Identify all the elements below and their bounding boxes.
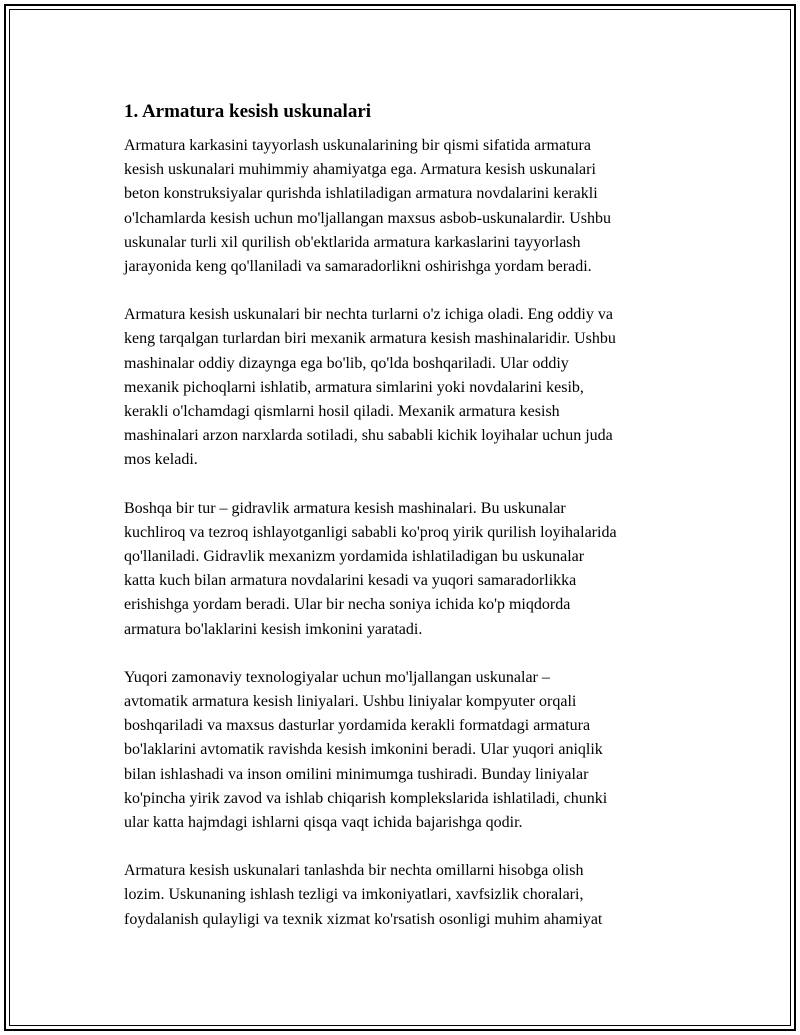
- text-line: Boshqa bir tur – gidravlik armatura kesish mashinalari. Bu uskunalar: [124, 499, 566, 517]
- text-line: beton konstruksiyalar qurishda ishlatiladigan armatura novdalarini kerakli: [124, 185, 598, 203]
- text-line: avtomatik armatura kesish liniyalari. Ushbu liniyalar kompyuter orqali: [124, 693, 577, 711]
- text-line: Armatura kesish uskunalari tanlashda bir nechta omillarni hisobga olish: [124, 862, 584, 880]
- text-line: ular katta hajmdagi ishlarni qisqa vaqt ichida bajarishga qodir.: [124, 814, 523, 832]
- text-line: mashinalari arzon narxlarda sotiladi, shu sababli kichik loyihalar uchun juda: [124, 427, 613, 445]
- document-body: [124, 98, 699, 956]
- text-line: Armatura karkasini tayyorlash uskunalarining bir qismi sifatida armatura: [124, 137, 591, 154]
- paragraph-3: [124, 497, 699, 642]
- text-line: keng tarqalgan turlardan biri mexanik armatura kesish mashinalaridir. Ushbu: [124, 330, 616, 348]
- text-line: erishishga yordam beradi. Ular bir necha soniya ichida ko'p miqdorda: [124, 596, 571, 614]
- page-border: [4, 4, 796, 1031]
- text-line: kerakli o'lchamdagi qismlarni hosil qiladi. Mexanik armatura kesish: [124, 403, 560, 421]
- text-line: mos keladi.: [124, 451, 198, 469]
- text-line: Yuqori zamonaviy texnologiyalar uchun mo'ljallangan uskunalar –: [124, 668, 550, 686]
- text-line: mexanik pichoqlarni ishlatib, armatura simlarini yoki novdalarini kesib,: [124, 378, 584, 396]
- paragraph-1: [124, 134, 699, 279]
- text-line: armatura bo'laklarini kesish imkonini yaratadi.: [124, 620, 423, 638]
- text-line: lozim. Uskunaning ishlash tezligi va imkoniyatlari, xavfsizlik choralari,: [124, 886, 584, 904]
- text-line: uskunalar turli xil qurilish ob'ektlarida armatura karkaslarini tayyorlash: [124, 233, 581, 251]
- text-line: qo'llaniladi. Gidravlik mexanizm yordamida ishlatiladigan bu uskunalar: [124, 548, 585, 566]
- text-line: ko'pincha yirik zavod va ishlab chiqarish komplekslarida ishlatiladi, chunki: [124, 789, 608, 807]
- paragraph-5: [124, 859, 699, 932]
- paragraph-4: [124, 666, 699, 835]
- text-line: mashinalar oddiy dizaynga ega bo'lib, qo'lda boshqariladi. Ular oddiy: [124, 354, 569, 372]
- text-line: bilan ishlashadi va inson omilini minimumga tushiradi. Bunday liniyalar: [124, 765, 589, 783]
- text-line: foydalanish qulayligi va texnik xizmat ko'rsatish osonligi muhim ahamiyat: [124, 910, 603, 928]
- text-line: boshqariladi va maxsus dasturlar yordamida kerakli formatdagi armatura: [124, 717, 591, 735]
- paragraph-2: [124, 303, 699, 472]
- text-line: katta kuch bilan armatura novdalarini kesadi va yuqori samaradorlikka: [124, 572, 577, 590]
- text-line: Armatura kesish uskunalari bir nechta turlarni o'z ichiga oladi. Eng oddiy va: [124, 306, 613, 324]
- text-line: jarayonida keng qo'llaniladi va samaradorlikni oshirishga yordam beradi.: [124, 258, 592, 276]
- text-line: bo'laklarini avtomatik ravishda kesish imkonini beradi. Ular yuqori aniqlik: [124, 741, 603, 759]
- text-line: o'lchamlarda kesish uchun mo'ljallangan maxsus asbob-uskunalardir. Ushbu: [124, 209, 611, 227]
- section-heading: 1. Armatura kesish uskunalari: [124, 101, 372, 122]
- text-line: kesish uskunalari muhimmiy ahamiyatga ega. Armatura kesish uskunalari: [124, 161, 596, 179]
- text-line: kuchliroq va tezroq ishlayotganligi sababli ko'proq yirik qurilish loyihalarida: [124, 523, 617, 541]
